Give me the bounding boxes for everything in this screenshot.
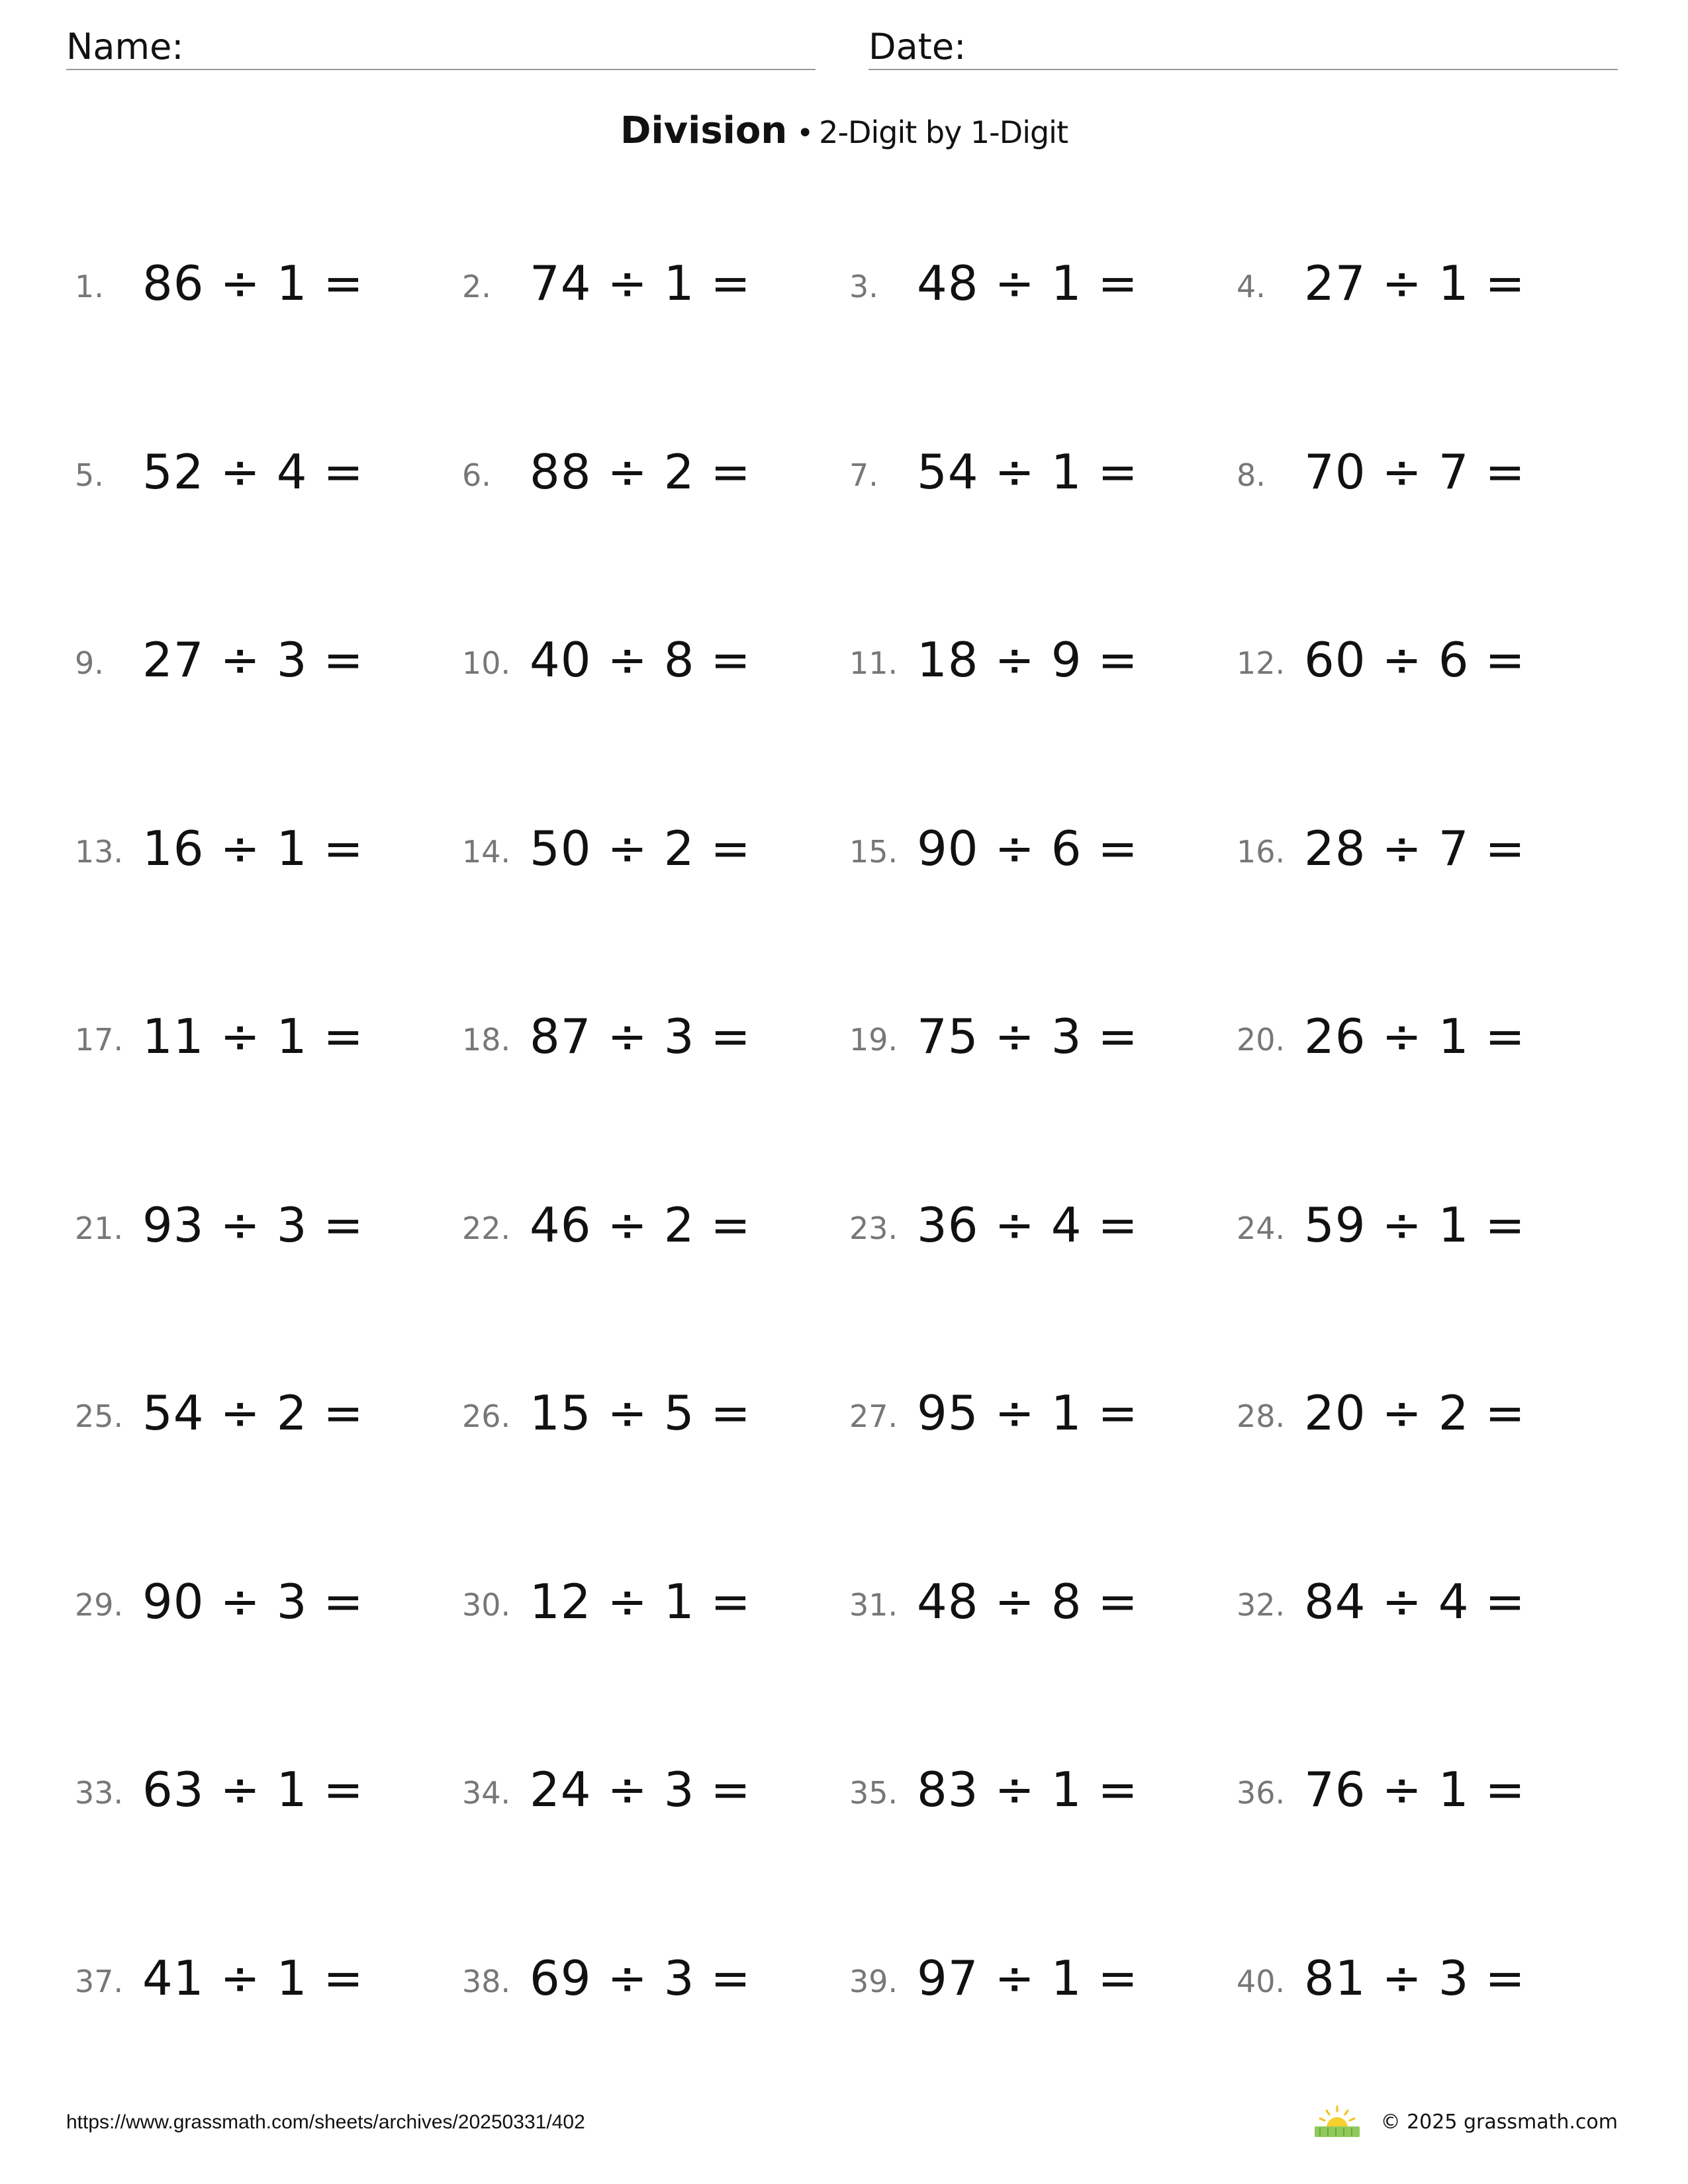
problem-item [1237, 1764, 1581, 1824]
problem-number: 6. [462, 457, 491, 493]
date-label: Date: [868, 26, 966, 68]
problem-expression: 24 ÷ 3 = [530, 1762, 751, 1817]
problem-item [75, 823, 419, 883]
problem-number: 12. [1237, 645, 1286, 681]
problem-expression: 36 ÷ 4 = [917, 1197, 1139, 1253]
problem-item [1237, 1011, 1581, 1071]
problem-number: 37. [75, 1964, 124, 1999]
problem-expression: 26 ÷ 1 = [1304, 1009, 1526, 1064]
problem-number: 33. [75, 1775, 124, 1811]
problem-item [849, 823, 1194, 883]
problem-expression: 95 ÷ 1 = [917, 1385, 1139, 1441]
problem-item [75, 1950, 419, 2013]
problem-expression: 41 ÷ 1 = [142, 1950, 364, 2006]
problem-item [462, 1576, 806, 1636]
problem-expression: 18 ÷ 9 = [917, 632, 1139, 688]
name-label: Name: [66, 26, 184, 68]
sun-over-grass-icon [1313, 2105, 1361, 2138]
problem-item [849, 444, 1194, 506]
problem-number: 3. [849, 269, 878, 304]
problem-number: 18. [462, 1022, 511, 1058]
problem-number: 21. [75, 1210, 124, 1246]
problem-number: 40. [1237, 1964, 1286, 1999]
problem-item [75, 1764, 419, 1824]
problem-item [462, 1764, 806, 1824]
problem-number: 25. [75, 1398, 124, 1434]
problem-item [462, 1197, 806, 1259]
problem-item [849, 1764, 1194, 1824]
problem-expression: 74 ÷ 1 = [530, 255, 751, 311]
problem-item [1237, 632, 1581, 694]
problem-item [849, 632, 1194, 694]
problem-item [75, 444, 419, 506]
problem-item [849, 255, 1194, 318]
problem-number: 5. [75, 457, 104, 493]
problem-expression: 81 ÷ 3 = [1304, 1950, 1526, 2006]
problem-expression: 54 ÷ 1 = [917, 444, 1139, 500]
problem-item [75, 1385, 419, 1447]
problem-expression: 54 ÷ 2 = [142, 1385, 364, 1441]
problem-number: 14. [462, 834, 511, 870]
problem-expression: 63 ÷ 1 = [142, 1762, 364, 1817]
problem-item [75, 1197, 419, 1259]
problem-expression: 11 ÷ 1 = [142, 1009, 364, 1064]
problem-expression: 88 ÷ 2 = [530, 444, 751, 500]
problem-number: 34. [462, 1775, 511, 1811]
problem-item [849, 1950, 1194, 2013]
problem-item [462, 632, 806, 694]
problem-number: 9. [75, 645, 104, 681]
problem-number: 19. [849, 1022, 898, 1058]
footer-url: https://www.grassmath.com/sheets/archives/20250331/402 [66, 2111, 585, 2133]
problem-item [1237, 823, 1581, 883]
problem-number: 24. [1237, 1210, 1286, 1246]
problem-expression: 52 ÷ 4 = [142, 444, 364, 500]
problem-item [462, 255, 806, 318]
name-field[interactable] [66, 25, 816, 70]
problem-item [462, 1385, 806, 1447]
problem-item [1237, 1576, 1581, 1636]
problem-number: 30. [462, 1587, 511, 1623]
problem-number: 36. [1237, 1775, 1286, 1811]
problem-item [1237, 444, 1581, 506]
problem-item [462, 1011, 806, 1071]
footer-brand [1313, 2102, 1618, 2142]
date-field[interactable] [868, 25, 1618, 70]
problem-number: 38. [462, 1964, 511, 1999]
problem-expression: 93 ÷ 3 = [142, 1197, 364, 1253]
problem-expression: 12 ÷ 1 = [530, 1574, 751, 1629]
problem-item [849, 1576, 1194, 1636]
problem-number: 26. [462, 1398, 511, 1434]
problem-number: 10. [462, 645, 511, 681]
problem-item [849, 1385, 1194, 1447]
problem-number: 15. [849, 834, 898, 870]
problem-number: 27. [849, 1398, 898, 1434]
problem-item [462, 444, 806, 506]
problem-item [849, 1011, 1194, 1071]
problem-expression: 97 ÷ 1 = [917, 1950, 1139, 2006]
problem-item [75, 1576, 419, 1636]
problem-expression: 46 ÷ 2 = [530, 1197, 751, 1253]
problem-number: 13. [75, 834, 124, 870]
problem-expression: 50 ÷ 2 = [530, 821, 751, 876]
problem-item [849, 1197, 1194, 1259]
problem-number: 4. [1237, 269, 1266, 304]
problem-expression: 90 ÷ 3 = [142, 1574, 364, 1629]
problem-expression: 20 ÷ 2 = [1304, 1385, 1526, 1441]
problem-expression: 70 ÷ 7 = [1304, 444, 1526, 500]
title-main: Division [620, 109, 788, 152]
problem-number: 29. [75, 1587, 124, 1623]
problem-item [1237, 1385, 1581, 1447]
problem-expression: 48 ÷ 1 = [917, 255, 1139, 311]
problem-number: 23. [849, 1210, 898, 1246]
problem-expression: 27 ÷ 1 = [1304, 255, 1526, 311]
problem-expression: 76 ÷ 1 = [1304, 1762, 1526, 1817]
problem-number: 35. [849, 1775, 898, 1811]
problem-number: 16. [1237, 834, 1286, 870]
problem-item [462, 1950, 806, 2013]
problem-expression: 28 ÷ 7 = [1304, 821, 1526, 876]
problem-expression: 90 ÷ 6 = [917, 821, 1139, 876]
problem-item [1237, 1197, 1581, 1259]
problem-expression: 60 ÷ 6 = [1304, 632, 1526, 688]
problem-expression: 84 ÷ 4 = [1304, 1574, 1526, 1629]
problem-number: 31. [849, 1587, 898, 1623]
problem-number: 1. [75, 269, 104, 304]
problem-item [1237, 1950, 1581, 2013]
problem-number: 2. [462, 269, 491, 304]
problem-number: 8. [1237, 457, 1266, 493]
problem-expression: 86 ÷ 1 = [142, 255, 364, 311]
worksheet-title [0, 105, 1688, 166]
problem-number: 17. [75, 1022, 124, 1058]
problem-item [75, 1011, 419, 1071]
problem-number: 11. [849, 645, 898, 681]
footer-copyright: © 2025 grassmath.com [1380, 2110, 1618, 2134]
problem-item [1237, 255, 1581, 318]
title-bullet: • [796, 116, 814, 150]
problem-expression: 83 ÷ 1 = [917, 1762, 1139, 1817]
problem-number: 28. [1237, 1398, 1286, 1434]
problem-item [462, 823, 806, 883]
problem-item [75, 632, 419, 694]
problem-expression: 69 ÷ 3 = [530, 1950, 751, 2006]
problem-expression: 27 ÷ 3 = [142, 632, 364, 688]
problem-number: 20. [1237, 1022, 1286, 1058]
problem-expression: 40 ÷ 8 = [530, 632, 751, 688]
problem-item [75, 255, 419, 318]
problem-expression: 16 ÷ 1 = [142, 821, 364, 876]
problem-number: 22. [462, 1210, 511, 1246]
problem-expression: 48 ÷ 8 = [917, 1574, 1139, 1629]
problem-expression: 75 ÷ 3 = [917, 1009, 1139, 1064]
title-subtitle: 2-Digit by 1-Digit [819, 114, 1068, 150]
problem-expression: 59 ÷ 1 = [1304, 1197, 1526, 1253]
problem-number: 39. [849, 1964, 898, 1999]
problem-expression: 15 ÷ 5 = [530, 1385, 751, 1441]
problem-number: 32. [1237, 1587, 1286, 1623]
problem-expression: 87 ÷ 3 = [530, 1009, 751, 1064]
problem-number: 7. [849, 457, 878, 493]
